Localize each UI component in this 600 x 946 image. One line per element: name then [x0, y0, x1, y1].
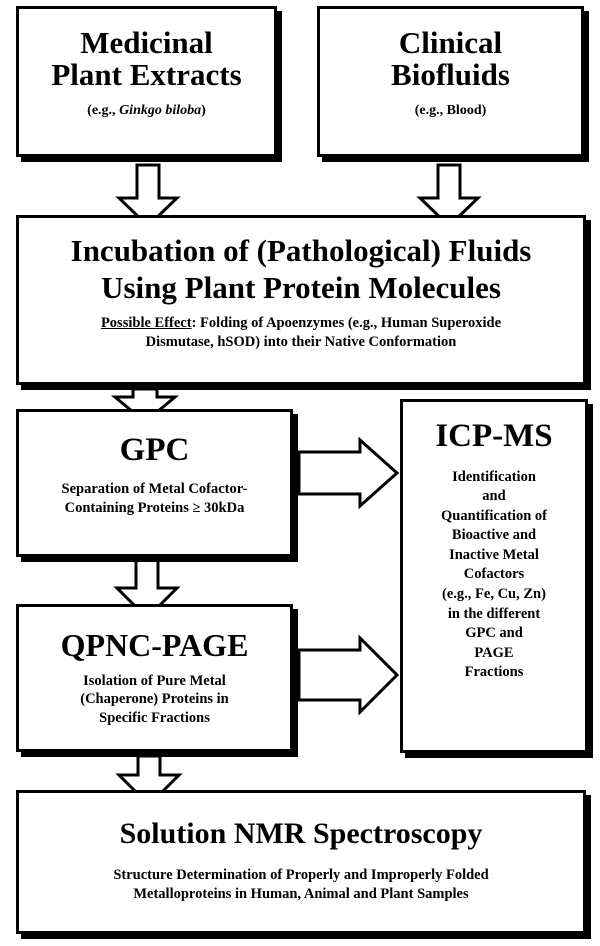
- incubation-box: [16, 215, 586, 385]
- plant-extracts-example: (e.g., Ginkgo biloba): [87, 103, 206, 119]
- qpnc-page-description: Isolation of Pure Metal (Chaperone) Proteins in Specific Fractions: [80, 672, 229, 727]
- arrow-qpnc-to-icpms: [299, 638, 397, 712]
- nmr-box: [16, 790, 586, 934]
- clinical-biofluids-box: [317, 6, 584, 157]
- gpc-title: GPC: [119, 432, 190, 468]
- arrow-gpc-to-icpms: [299, 440, 397, 506]
- gpc-description: Separation of Metal Cofactor- Containing Proteins ≥ 30kDa: [61, 480, 248, 516]
- plant-extracts-title: Medicinal Plant Extracts: [51, 25, 242, 92]
- icpms-box: [400, 399, 588, 753]
- nmr-description: Structure Determination of Properly and Improperly Folded Metalloproteins in Human, Animal and Plant Samples: [113, 866, 489, 903]
- incubation-effect: Possible Effect: Folding of Apoenzymes (e.g., Human Superoxide Dismutase, hSOD) into their Native Conformation: [100, 315, 502, 350]
- plant-extracts-box: [16, 6, 277, 157]
- nmr-title: Solution NMR Spectroscopy: [119, 817, 483, 850]
- clinical-biofluids-title: Clinical Biofluids: [391, 25, 510, 92]
- incubation-title: Incubation of (Pathological) Fluids Using Plant Protein Molecules: [70, 233, 532, 305]
- qpnc-page-title: QPNC-PAGE: [60, 627, 249, 663]
- gpc-box: [16, 409, 293, 557]
- icpms-title: ICP-MS: [435, 418, 553, 454]
- icpms-description: Identification and Quantification of Bioactive and Inactive Metal Cofactors (e.g., Fe, Cu, Zn) in the different GPC and PAGE Fractions: [441, 468, 547, 681]
- qpnc-page-box: [16, 604, 293, 752]
- clinical-biofluids-example: (e.g., Blood): [414, 103, 487, 119]
